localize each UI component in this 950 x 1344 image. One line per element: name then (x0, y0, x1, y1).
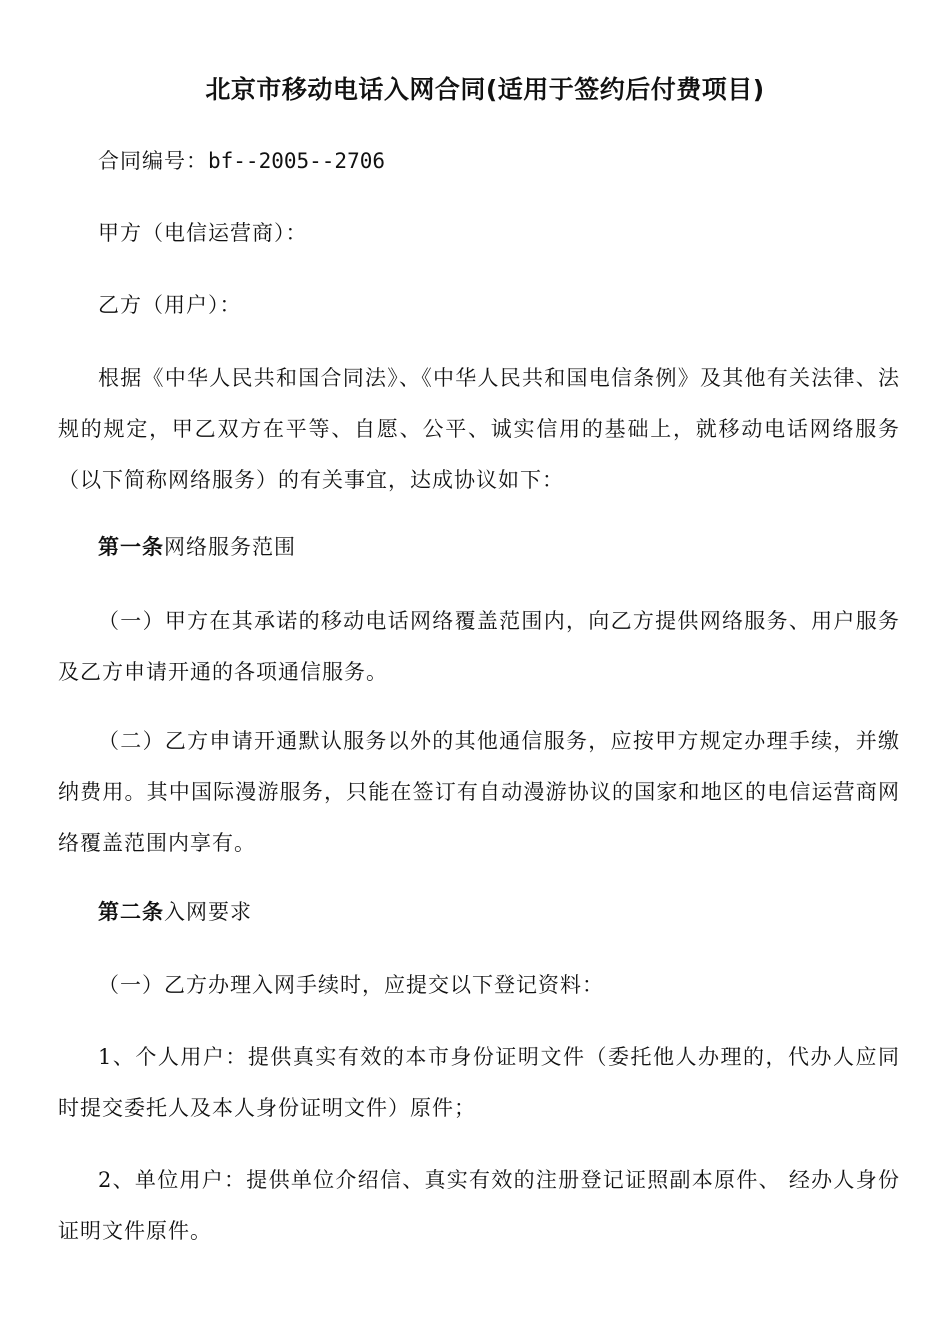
contract-number (58, 136, 900, 187)
article-1-heading (58, 522, 900, 573)
preamble-paragraph: 根据《中华人民共和国合同法》、《中华人民共和国电信条例》及其他有关法律、法规的规定，甲乙双方在平等、自愿、公平、诚实信用的基础上，就移动电话网络服务（以下简称网络服务）的有关事宜，达成协议如下： (58, 366, 900, 492)
party-a-line: 甲方（电信运营商）： (98, 221, 308, 245)
document-title: 北京市移动电话入网合同(适用于签约后付费项目) (205, 75, 765, 104)
contract-number-label: 合同编号： (98, 149, 208, 173)
article-2-item-3: 2、单位用户：提供单位介绍信、真实有效的注册登记证照副本原件、 经办人身份证明文件原件。 (58, 1168, 900, 1243)
article-1-title: 网络服务范围 (164, 535, 296, 559)
article-2-title: 入网要求 (164, 900, 252, 924)
article-1-item-2: （二）乙方申请开通默认服务以外的其他通信服务，应按甲方规定办理手续，并缴纳费用。其中国际漫游服务，只能在签订有自动漫游协议的国家和地区的电信运营商网络覆盖范围内享有。 (58, 729, 900, 855)
article-1-item-1: （一）甲方在其承诺的移动电话网络覆盖范围内，向乙方提供网络服务、用户服务及乙方申请开通的各项通信服务。 (58, 609, 900, 684)
article-2-heading (58, 887, 900, 938)
article-2-label: 第二条 (98, 900, 164, 924)
article-1-label: 第一条 (98, 535, 164, 559)
article-2-item-2: 1、个人用户：提供真实有效的本市身份证明文件（委托他人办理的，代办人应同时提交委托人及本人身份证明文件）原件； (58, 1045, 900, 1120)
contract-number-value: bf--2005--2706 (208, 149, 386, 173)
article-2-item-1: （一）乙方办理入网手续时，应提交以下登记资料： (98, 973, 604, 997)
party-b-line: 乙方（用户）： (98, 293, 242, 317)
